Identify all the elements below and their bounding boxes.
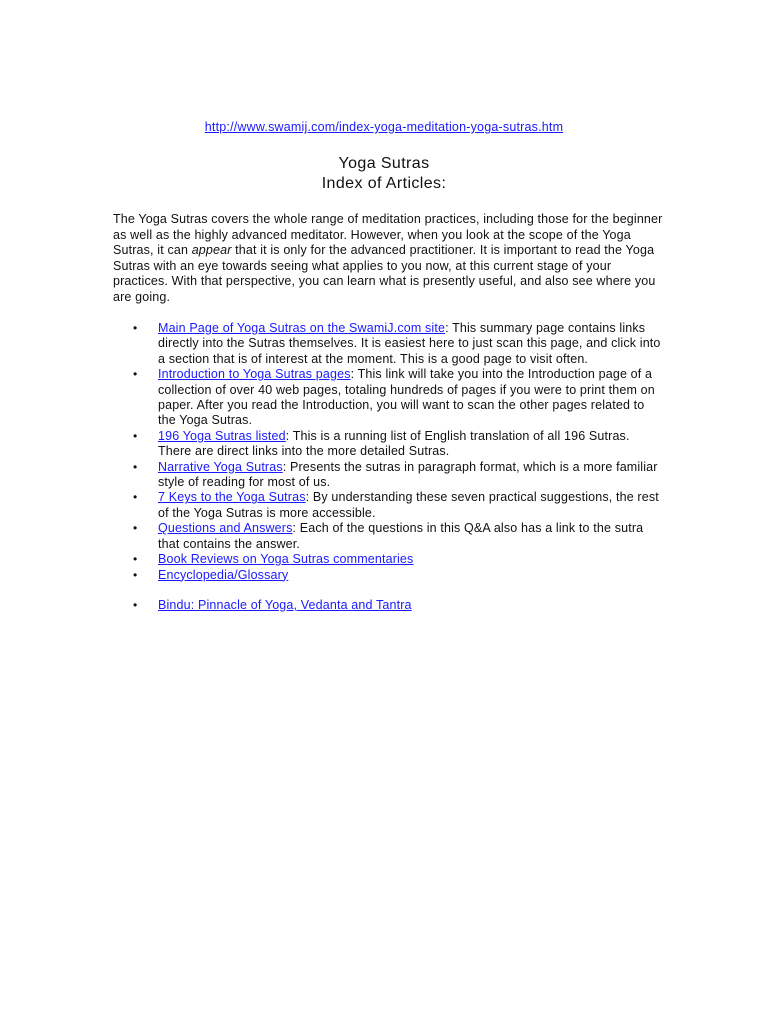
source-url-line xyxy=(0,120,768,134)
intro-text-part-2: that it is only for the advanced practitioner. It is important to read the Yoga Sutras with an eye towards seeing what applies to you now, at this current stage of your practices. With that perspective, you can learn what is presently useful, and also see where you are going. xyxy=(113,243,656,304)
title-line-2: Index of Articles: xyxy=(321,175,447,192)
bullet-icon: • xyxy=(133,459,138,474)
list-item-main-page xyxy=(113,321,663,367)
list-item-narrative xyxy=(113,460,663,491)
article-list xyxy=(113,321,663,613)
bullet-icon: • xyxy=(133,367,138,382)
item-description: : This link will take you into the Introduction page of a collection of over 40 web pages, totaling hundreds of pages if you were to print them on paper. After you read the Introduction, you will want to scan the other pages related to the Yoga Sutras. xyxy=(158,367,655,428)
intro-emphasis: appear xyxy=(191,243,232,257)
bullet-icon: • xyxy=(133,521,138,536)
item-description: : Presents the sutras in paragraph format, which is a more familiar style of reading for most of us. xyxy=(158,459,658,490)
title-line-1: Yoga Sutras xyxy=(338,155,430,172)
bullet-icon: • xyxy=(133,428,138,443)
link-book-reviews[interactable]: Book Reviews on Yoga Sutras commentaries xyxy=(158,552,414,567)
item-description: : Each of the questions in this Q&A also has a link to the sutra that contains the answer. xyxy=(158,521,644,551)
link-196-sutras[interactable]: 196 Yoga Sutras listed xyxy=(158,428,286,443)
source-url-link[interactable]: http://www.swamij.com/index-yoga-meditation-yoga-sutras.htm xyxy=(204,120,564,134)
link-encyclopedia[interactable]: Encyclopedia/Glossary xyxy=(158,567,289,582)
bullet-icon: • xyxy=(133,597,138,612)
intro-text-part-1: The Yoga Sutras covers the whole range of meditation practices, including those for the beginner as well as the highly advanced meditator. However, when you look at the scope of the Yoga Sutras, it can xyxy=(113,212,663,257)
list-item-qa xyxy=(113,521,663,552)
bullet-icon: • xyxy=(133,490,138,505)
item-description: : By understanding these seven practical suggestions, the rest of the Yoga Sutras is more accessible. xyxy=(158,490,659,520)
link-7-keys[interactable]: 7 Keys to the Yoga Sutras xyxy=(158,490,306,505)
list-item-7-keys xyxy=(113,490,663,521)
link-narrative[interactable]: Narrative Yoga Sutras xyxy=(158,459,283,474)
link-main-page[interactable]: Main Page of Yoga Sutras on the SwamiJ.com site xyxy=(158,321,446,335)
list-item-introduction xyxy=(113,367,663,429)
intro-paragraph xyxy=(113,212,663,305)
list-item-encyclopedia xyxy=(113,568,663,583)
bullet-icon: • xyxy=(133,552,138,567)
link-bindu[interactable]: Bindu: Pinnacle of Yoga, Vedanta and Tantra xyxy=(158,597,412,612)
item-description: : This is a running list of English translation of all 196 Sutras. There are direct links into the more detailed Sutras. xyxy=(158,428,630,459)
item-description: : This summary page contains links directly into the Sutras themselves. It is easiest here to just scan this page, and click into a section that is of interest at the moment. This is a good page to visit often. xyxy=(158,321,661,366)
bullet-icon: • xyxy=(133,567,138,582)
list-item-196-sutras xyxy=(113,429,663,460)
list-item-bindu xyxy=(113,598,663,613)
link-introduction[interactable]: Introduction to Yoga Sutras pages xyxy=(158,367,351,382)
link-qa[interactable]: Questions and Answers xyxy=(158,521,293,536)
bullet-icon: • xyxy=(133,321,138,335)
list-item-book-reviews xyxy=(113,552,663,567)
page-title xyxy=(0,154,768,194)
